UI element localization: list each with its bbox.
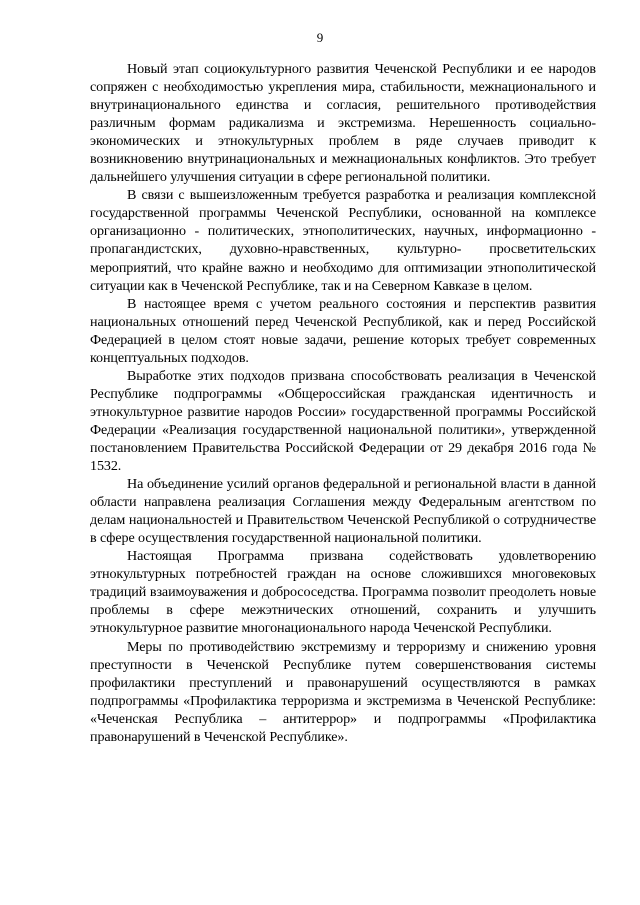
paragraph: Настоящая Программа призвана содействовать удовлетворению этнокультурных потребностей граждан на основе сложившихся многовековых традиций взаимоуважения и добрососедства. Программа позволит преодолеть новые проблемы в сфере межэтнических отношений, сохранить и улучшить этнокультурное развитие многонационального народа Чеченской Республики. [90, 548, 596, 637]
body-text [90, 60, 596, 746]
paragraph: На объединение усилий органов федеральной и региональной власти в данной области направлена реализация Соглашения между Федеральным агентством по делам национальностей и Правительством Чеченской Республикой о сотрудничестве в сфере осуществления государственной национальной политики. [90, 476, 596, 547]
page-number: 9 [316, 30, 324, 45]
paragraph: Новый этап социокультурного развития Чеченской Республики и ее народов сопряжен с необходимостью укрепления мира, стабильности, межнационального и внутринационального единства и согласия, решительного противодействия различным формам радикализма и экстремизма. Нерешенность социально-экономических и этнокультурных проблем в ряде случаев приводит к возникновению внутринациональных и межнациональных конфликтов. Это требует дальнейшего улучшения ситуации в сфере региональной политики. [90, 61, 596, 186]
paragraph: В связи с вышеизложенным требуется разработка и реализация комплексной государственной программы Чеченской Республики, основанной на комплексе организационно - политических, этнополитических, научных, информационно - пропагандистских, духовно-нравственных, культурно- просветительских мероприятий, что крайне важно и необходимо для оптимизации этнополитической ситуации как в Чеченской Республике, так и на Северном Кавказе в целом. [90, 187, 596, 294]
paragraph: В настоящее время с учетом реального состояния и перспектив развития национальных отношений перед Чеченской Республикой, как и перед Российской Федерацией в целом стоят новые задачи, решение которых требует современных концептуальных подходов. [90, 295, 596, 366]
paragraph: Выработке этих подходов призвана способствовать реализация в Чеченской Республике подпрограммы «Общероссийская гражданская идентичность и этнокультурное развитие народов России» государственной программы Российской Федерации «Реализация государственной национальной политики», утвержденной постановлением Правительства Российской Федерации от 29 декабря 2016 года № 1532. [90, 367, 596, 475]
paragraph: Меры по противодействию экстремизму и терроризму и снижению уровня преступности в Чеченской Республике путем совершенствования системы профилактики преступлений и правонарушений осуществляются в рамках подпрограммы «Профилактика терроризма и экстремизма в Чеченской Республике: «Чеченская Республика – антитеррор» и подпрограммы «Профилактика правонарушений в Чеченской Республике». [90, 638, 596, 745]
